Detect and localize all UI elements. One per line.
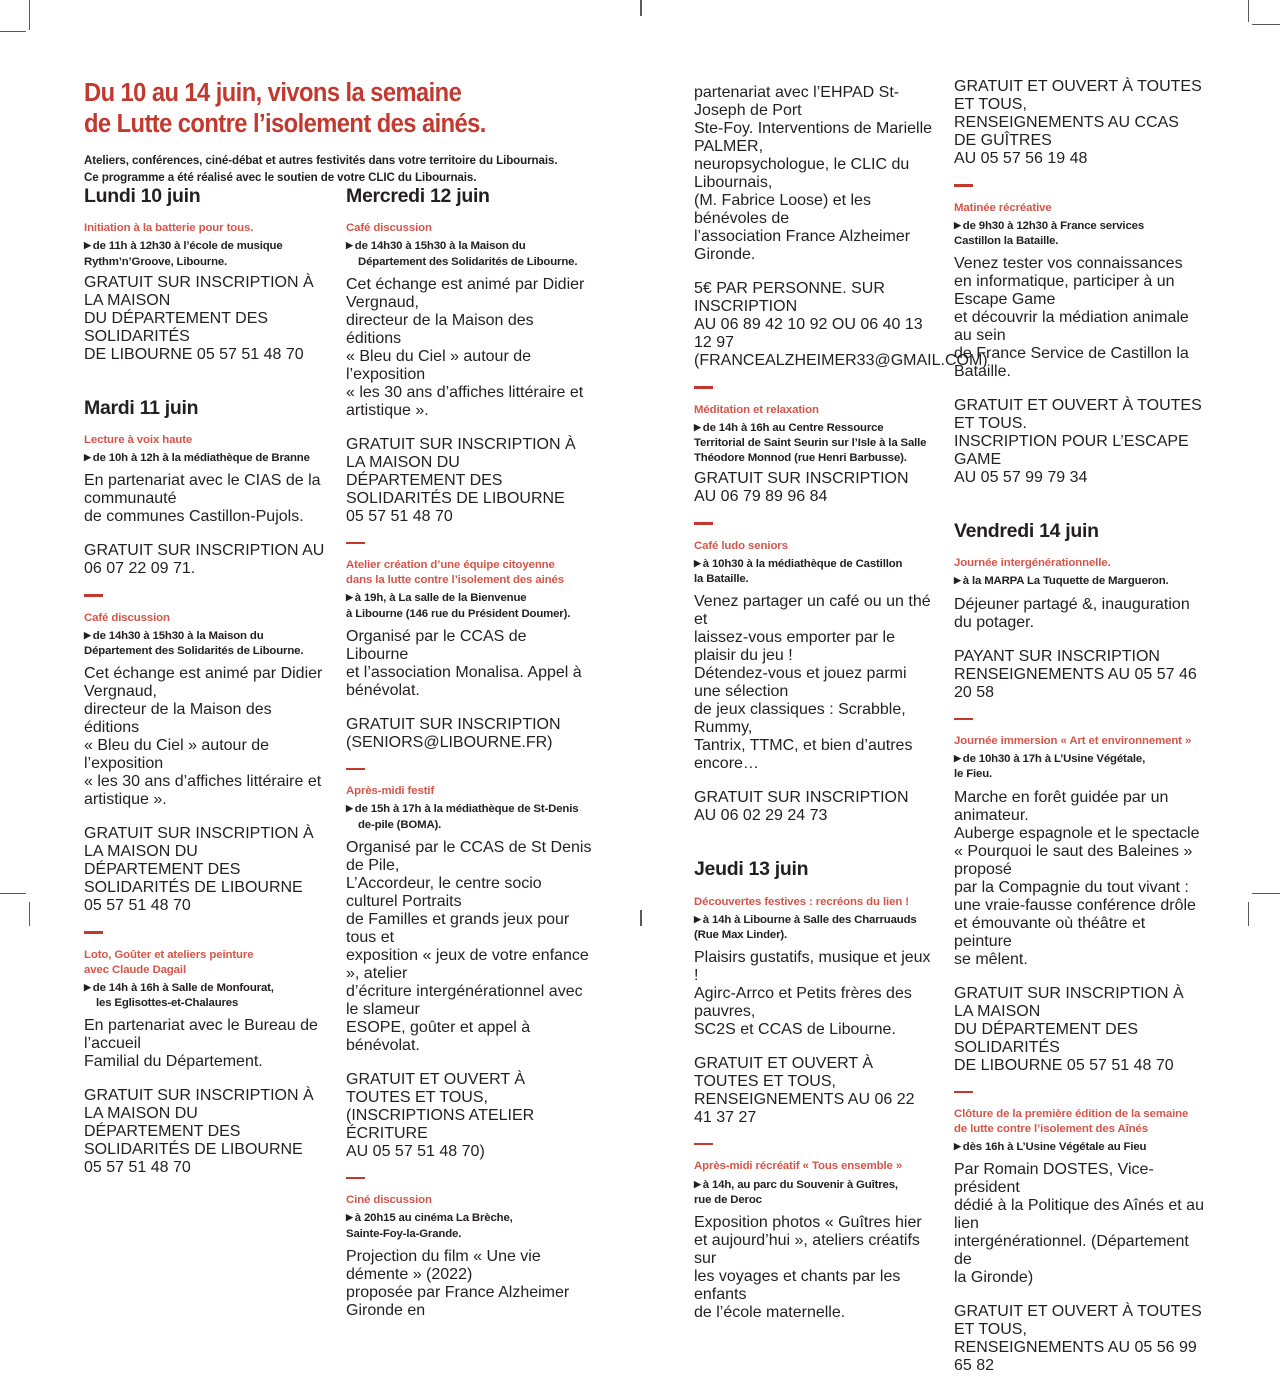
event-when-line-1: de 10h30 à 17h à L’Usine Végétale,	[962, 753, 1146, 766]
event-title-line-1: Clôture de la première édition de la semaine	[954, 1108, 1189, 1121]
event-desc-line-4: de l’école maternelle.	[694, 1303, 846, 1321]
event-when-line-1: de 14h à 16h à Salle de Monfourat,	[92, 982, 274, 995]
triangle-right-icon: ▶	[694, 913, 701, 924]
day-heading-lundi: Lundi 10 juin	[84, 185, 201, 207]
event-cine-discussion-continued	[694, 84, 988, 370]
event-apres-midi-recreatif-info	[954, 78, 1204, 168]
event-info-line-1: GRATUIT SUR INSCRIPTION À LA MAISON	[84, 273, 314, 309]
event-title: Café discussion	[84, 612, 170, 625]
event-desc-line-5: une vraie-fausse conférence drôle	[954, 896, 1196, 914]
event-desc-line-1: Exposition photos « Guîtres hier	[694, 1213, 922, 1231]
event-meditation-relaxation	[694, 403, 934, 507]
event-info-line-1: GRATUIT SUR INSCRIPTION À LA MAISON	[954, 984, 1184, 1020]
event-when	[346, 591, 592, 621]
event-info-line-1: GRATUIT ET OUVERT À TOUTES ET TOUS,	[954, 1303, 1202, 1339]
event-info-line-2: DU DÉPARTEMENT DES SOLIDARITÉS	[954, 1020, 1139, 1056]
event-info-line-3: AU 05 57 51 48 70)	[346, 1142, 485, 1160]
event-desc-line-1: Venez partager un café ou un thé et	[694, 593, 931, 629]
day-heading-mercredi: Mercredi 12 juin	[346, 185, 490, 207]
event-title	[954, 1107, 1204, 1137]
section-separator-rule	[84, 594, 103, 597]
event-when	[84, 981, 330, 1011]
event-desc-line-1: En partenariat avec le Bureau de l’accueil	[84, 1017, 318, 1053]
event-when-line-2: (Rue Max Linder).	[694, 928, 788, 941]
crop-mark-top-left-horizontal	[0, 31, 26, 32]
event-info-line-3: 05 57 51 48 70	[84, 897, 191, 915]
event-info-line-2: RENSEIGNEMENTS AU 05 56 99 65 82	[954, 1339, 1197, 1375]
event-when	[694, 557, 934, 587]
event-desc-line-1: Venez tester vos connaissances	[954, 254, 1183, 272]
triangle-right-icon: ▶	[694, 421, 701, 432]
event-when-line-1: de 15h à 17h à la médiathèque de St-Denis	[354, 803, 579, 816]
event-desc-line-3: et découvrir la médiation animale au sein	[954, 308, 1189, 344]
triangle-right-icon: ▶	[954, 1141, 961, 1152]
event-when	[346, 239, 592, 269]
event-when-line-2: le Fieu.	[954, 768, 993, 781]
event-when	[694, 421, 934, 466]
event-when-line-1: de 14h à 16h au Centre Ressource	[702, 421, 884, 434]
event-desc-line-2: directeur de la Maison des éditions	[84, 701, 272, 737]
event-when-line-2: rue de Deroc	[694, 1193, 762, 1206]
event-desc-line-1: Projection du film « Une vie démente » (2022)	[346, 1247, 541, 1283]
event-when	[84, 451, 330, 466]
event-when-line-2: Département des Solidarités de Libourne.	[84, 645, 304, 658]
event-desc-line-4: « les 30 ans d’affiches littéraire et artistique ».	[84, 773, 322, 809]
event-lecture-voix-haute	[84, 433, 330, 578]
event-desc-line-2: L’Accordeur, le centre socio culturel Portraits	[346, 874, 542, 910]
event-title: Ciné discussion	[346, 1194, 432, 1207]
event-info-line-1: PAYANT SUR INSCRIPTION	[954, 647, 1160, 665]
event-when-line-1: de 14h30 à 15h30 à la Maison du	[354, 240, 526, 253]
event-desc-line-6: et émouvante où théâtre et peinture	[954, 914, 1146, 950]
event-title: Après-midi récréatif « Tous ensemble »	[694, 1160, 903, 1173]
event-info-line-3: DE LIBOURNE 05 57 51 48 70	[954, 1056, 1174, 1074]
event-title: Après-midi festif	[346, 785, 435, 798]
event-title: Café ludo seniors	[694, 539, 788, 552]
event-desc-line-2: directeur de la Maison des éditions	[346, 311, 534, 347]
event-desc-line-2: Agirc-Arrco et Petits frères des pauvres,	[694, 984, 912, 1020]
event-cloture	[954, 1107, 1204, 1375]
event-loto-gouter-peinture	[84, 948, 330, 1177]
column-1	[84, 78, 330, 1193]
event-info-line-2: (SENIORS@LIBOURNE.FR)	[346, 733, 553, 751]
event-desc-line-3: « Bleu du Ciel » autour de l’exposition	[346, 347, 532, 383]
column-2	[346, 78, 592, 1336]
event-info-line-1: GRATUIT ET OUVERT À TOUTES ET TOUS.	[954, 396, 1202, 432]
event-info-line-2: RENSEIGNEMENTS AU 05 57 46 20 58	[954, 665, 1197, 701]
triangle-right-icon: ▶	[954, 219, 961, 230]
event-desc-line-3: de Familles et grands jeux pour tous et	[346, 910, 570, 946]
event-info-line-2: DU DÉPARTEMENT DES SOLIDARITÉS	[84, 309, 269, 345]
event-title: Initiation à la batterie pour tous.	[84, 222, 254, 235]
event-title: Café discussion	[346, 222, 432, 235]
event-info-line-2: RENSEIGNEMENTS AU CCAS DE GUÎTRES	[954, 114, 1179, 149]
crop-mark-bottom-left-vertical	[29, 902, 30, 926]
event-desc-line-4: de jeux classiques : Scrabble, Rummy,	[694, 701, 906, 737]
triangle-right-icon: ▶	[954, 753, 961, 764]
event-desc-line-1: Cet échange est animé par Didier Vergnaud,	[84, 665, 323, 701]
event-when-line-2: de-pile (BOMA).	[358, 818, 442, 831]
event-when-line-1: à 10h30 à la médiathèque de Castillon	[702, 557, 903, 570]
triangle-right-icon: ▶	[84, 240, 91, 251]
event-cine-discussion	[346, 1193, 592, 1319]
event-desc-line-1: Marche en forêt guidée par un animateur.	[954, 788, 1169, 824]
event-when-line-2: Castillon la Bataille.	[954, 234, 1059, 247]
event-cafe-discussion-mercredi	[346, 221, 592, 525]
section-separator-rule	[954, 1091, 973, 1094]
triangle-right-icon: ▶	[694, 1178, 701, 1189]
event-desc-line-2: proposée par France Alzheimer Gironde en	[346, 1283, 570, 1319]
event-title	[346, 558, 592, 588]
event-info-line-2: AU 06 79 89 96 84	[694, 488, 828, 506]
event-title	[84, 948, 330, 978]
crop-mark-bottom-left-horizontal	[0, 893, 26, 894]
triangle-right-icon: ▶	[84, 452, 91, 463]
event-desc-line-1: Cet échange est animé par Didier Vergnaud,	[346, 275, 585, 311]
event-when-line-1: à 14h, au parc du Souvenir à Guîtres,	[702, 1178, 898, 1191]
event-info-line-1: GRATUIT SUR INSCRIPTION AU 06 02 29 24 73	[694, 789, 909, 825]
event-title: Découvertes festives : recréons du lien !	[694, 895, 909, 908]
triangle-right-icon: ▶	[346, 803, 353, 814]
event-when-line-3: Théodore Monnod (rue Henri Barbusse).	[694, 451, 907, 464]
section-separator-rule	[694, 386, 713, 389]
event-journee-immersion	[954, 734, 1204, 1074]
event-when-line-2: Territorial de Saint Seurin sur l’Isle à la Salle	[694, 436, 927, 449]
crop-mark-bottom-right-vertical	[1248, 902, 1249, 926]
event-title: Journée intergénérationnelle.	[954, 557, 1111, 570]
event-decouvertes-festives	[694, 895, 934, 1127]
event-when-line-1: de 9h30 à 12h30 à France services	[962, 219, 1145, 232]
event-desc-line-2: et l’association Monalisa. Appel à bénévolat.	[346, 663, 582, 699]
event-when-line-2: à Libourne (146 rue du Président Doumer).	[346, 607, 571, 620]
crop-mark-top-right-vertical	[1248, 0, 1249, 22]
event-info-line-1: 5€ PAR PERSONNE. SUR INSCRIPTION	[694, 280, 885, 315]
intro-line-2: Ce programme a été réalisé avec le soutien de votre CLIC du Libournais.	[84, 170, 477, 184]
crop-mark-top-right-horizontal	[1252, 24, 1280, 25]
event-desc-line-2: dédié à la Politique des Aînés et au lien	[954, 1197, 1204, 1233]
section-separator-rule	[346, 542, 365, 545]
event-desc-line-4: la Gironde)	[954, 1269, 1034, 1287]
event-desc-line-3: « Bleu du Ciel » autour de l’exposition	[84, 737, 270, 773]
event-desc-line-3: « Pourquoi le saut des Baleines » proposé	[954, 842, 1193, 878]
event-title: Matinée récréative	[954, 201, 1052, 214]
event-when-line-1: à 20h15 au cinéma La Brèche,	[354, 1212, 513, 1225]
section-separator-rule	[954, 718, 973, 721]
event-desc-cont-line-1: partenariat avec l’EHPAD St-Joseph de Port	[694, 84, 900, 119]
crop-mark-top-center	[640, 0, 642, 16]
triangle-right-icon: ▶	[346, 1212, 353, 1223]
event-when	[346, 1211, 592, 1241]
event-desc-line-7: se mêlent.	[954, 950, 1028, 968]
event-title-line-2: avec Claude Dagail	[84, 964, 187, 977]
event-desc-line-1: Déjeuner partagé &, inauguration du potager.	[954, 595, 1190, 631]
event-desc-cont-line-2: Ste-Foy. Interventions de Marielle PALMER,	[694, 120, 933, 155]
event-when-line-1: de 11h à 12h30 à l’école de musique	[92, 240, 283, 253]
event-info-line-3: (FRANCEALZHEIMER33@GMAIL.COM)	[694, 352, 988, 369]
event-info-line-3: 05 57 51 48 70	[84, 1159, 191, 1177]
triangle-right-icon: ▶	[84, 982, 91, 993]
day-heading-jeudi: Jeudi 13 juin	[694, 858, 809, 881]
event-info-line-1: GRATUIT SUR INSCRIPTION AU 06 07 22 09 71.	[84, 542, 325, 578]
event-cafe-discussion-mardi	[84, 611, 330, 915]
event-desc-line-3: SC2S et CCAS de Libourne.	[694, 1020, 896, 1038]
event-cafe-ludo-seniors	[694, 539, 934, 825]
event-when-line-1: à 19h, à La salle de la Bienvenue	[354, 592, 527, 605]
event-info-line-1: GRATUIT ET OUVERT À TOUTES ET TOUS,	[346, 1070, 525, 1106]
event-when-line-2: Sainte-Foy-la-Grande.	[346, 1227, 462, 1240]
event-desc-line-4: exposition « jeux de votre enfance », atelier	[346, 946, 589, 982]
triangle-right-icon: ▶	[346, 592, 353, 603]
event-desc-line-2: et aujourd’hui », ateliers créatifs sur	[694, 1231, 920, 1267]
triangle-right-icon: ▶	[694, 557, 701, 568]
event-info-line-2: DÉPARTEMENT DES SOLIDARITÉS DE LIBOURNE	[346, 471, 565, 507]
event-desc-line-1: Par Romain DOSTES, Vice-président	[954, 1161, 1154, 1197]
event-desc-line-4: de France Service de Castillon la Bataille.	[954, 344, 1189, 380]
event-when-line-2: la Bataille.	[694, 572, 749, 585]
event-desc-line-4: « les 30 ans d’affiches littéraire et artistique ».	[346, 383, 584, 419]
event-info-line-2: (INSCRIPTIONS ATELIER ÉCRITURE	[346, 1106, 535, 1142]
event-desc-line-4: par la Compagnie du tout vivant :	[954, 878, 1189, 896]
triangle-right-icon: ▶	[346, 240, 353, 251]
event-info-line-1: GRATUIT SUR INSCRIPTION À LA MAISON DU	[84, 825, 314, 861]
section-separator-rule	[954, 184, 973, 187]
intro-line-1: Ateliers, conférences, ciné-débat et autres festivités dans votre territoire du Libournais.	[84, 154, 558, 168]
event-apres-midi-recreatif	[694, 1159, 934, 1321]
event-info-line-2: AU 06 89 42 10 92 OU 06 40 13 12 97	[694, 316, 923, 351]
event-info-line-1: GRATUIT ET OUVERT À TOUTES ET TOUS,	[954, 78, 1202, 113]
event-info-line-2: DÉPARTEMENT DES SOLIDARITÉS DE LIBOURNE	[84, 861, 303, 897]
event-when	[954, 574, 1204, 589]
crop-mark-bottom-right-horizontal	[1252, 893, 1280, 894]
event-desc-line-5: d’écriture intergénérationnel avec le slameur	[346, 982, 583, 1018]
event-desc-cont-line-3: neuropsychologue, le CLIC du Libournais,	[694, 156, 910, 191]
event-title-line-2: dans la lutte contre l’isolement des ainés	[346, 574, 564, 587]
event-when	[694, 1178, 934, 1208]
section-separator-rule	[346, 768, 365, 771]
program-page	[84, 78, 1214, 1375]
section-separator-rule	[346, 1177, 365, 1180]
event-when-line-2: les Eglisottes-et-Chalaures	[96, 997, 239, 1010]
event-when-line-1: dès 16h à L’Usine Végétale au Fieu	[962, 1141, 1147, 1154]
event-when-line-2: Département des Solidarités de Libourne.	[358, 255, 578, 268]
event-when	[346, 802, 592, 832]
event-matinee-recreative	[954, 201, 1204, 487]
triangle-right-icon: ▶	[954, 575, 961, 586]
event-desc-cont-line-4: (M. Fabrice Loose) et les bénévoles de	[694, 192, 871, 227]
event-when-line-1: de 10h à 12h à la médiathèque de Branne	[92, 452, 310, 465]
event-info-line-3: AU 05 57 99 79 34	[954, 468, 1088, 486]
event-desc-line-1: Organisé par le CCAS de Libourne	[346, 627, 527, 663]
crop-mark-top-left-vertical	[29, 0, 30, 30]
event-title: Journée immersion « Art et environnement »	[954, 735, 1192, 748]
event-info-line-2: RENSEIGNEMENTS AU 06 22 41 37 27	[694, 1090, 915, 1126]
event-when-line-2: Rythm’n’Groove, Libourne.	[84, 255, 228, 268]
event-desc-line-3: Détendez-vous et jouez parmi une sélection	[694, 665, 907, 701]
event-desc-line-1: En partenariat avec le CIAS de la communauté	[84, 472, 321, 508]
event-apres-midi-festif	[346, 784, 592, 1160]
event-title: Lecture à voix haute	[84, 434, 193, 447]
section-separator-rule	[84, 931, 103, 934]
event-title-line-2: de lutte contre l’isolement des Aînés	[954, 1123, 1148, 1136]
crop-mark-bottom-center	[640, 910, 642, 926]
event-info-line-1: GRATUIT SUR INSCRIPTION À LA MAISON DU	[84, 1087, 314, 1123]
event-info-line-1: GRATUIT ET OUVERT À TOUTES ET TOUS,	[694, 1054, 873, 1090]
event-when-line-1: de 14h30 à 15h30 à la Maison du	[92, 630, 264, 643]
event-when-line-1: à la MARPA La Tuquette de Margueron.	[962, 575, 1169, 588]
event-when	[84, 629, 330, 659]
day-heading-vendredi: Vendredi 14 juin	[954, 519, 1099, 542]
section-separator-rule	[694, 1143, 713, 1146]
event-desc-cont-line-5: l’association France Alzheimer Gironde.	[694, 228, 911, 263]
event-desc-line-2: Auberge espagnole et le spectacle	[954, 824, 1200, 842]
event-desc-line-1: Organisé par le CCAS de St Denis de Pile,	[346, 838, 592, 874]
event-info-line-1: GRATUIT SUR INSCRIPTION À LA MAISON DU	[346, 435, 576, 471]
event-when	[954, 219, 1204, 249]
event-desc-line-1: Plaisirs gustatifs, musique et jeux !	[694, 948, 931, 984]
column-4	[954, 78, 1204, 1391]
triangle-right-icon: ▶	[84, 630, 91, 641]
event-info-line-1: GRATUIT SUR INSCRIPTION	[346, 715, 561, 733]
event-desc-line-3: intergénérationnel. (Département de	[954, 1233, 1189, 1269]
event-when	[954, 752, 1204, 782]
event-info-line-3: AU 05 57 56 19 48	[954, 150, 1088, 167]
event-initiation-batterie	[84, 221, 330, 363]
event-when-line-1: à 14h à Libourne à Salle des Charruauds	[702, 913, 917, 926]
event-desc-line-2: laissez-vous emporter par le plaisir du jeu !	[694, 629, 895, 665]
event-desc-line-2: Familial du Département.	[84, 1053, 263, 1071]
event-title-line-1: Loto, Goûter et ateliers peinture	[84, 948, 254, 961]
page-title-line-2: de Lutte contre l’isolement des ainés.	[84, 110, 486, 139]
event-atelier-equipe-citoyenne	[346, 558, 592, 751]
event-when	[954, 1140, 1204, 1155]
event-desc-line-5: Tantrix, TTMC, et bien d’autres encore…	[694, 737, 913, 773]
event-when	[84, 239, 330, 269]
section-separator-rule	[694, 522, 713, 525]
day-heading-mardi: Mardi 11 juin	[84, 396, 199, 419]
event-info-line-2: INSCRIPTION POUR L’ESCAPE GAME	[954, 432, 1189, 468]
event-desc-line-2: en informatique, participer à un Escape Game	[954, 272, 1175, 308]
event-desc-line-2: de communes Castillon-Pujols.	[84, 508, 304, 526]
event-desc-line-3: les voyages et chants par les enfants	[694, 1267, 901, 1303]
event-info-line-2: DÉPARTEMENT DES SOLIDARITÉS DE LIBOURNE	[84, 1123, 303, 1159]
event-info-line-3: 05 57 51 48 70	[346, 507, 453, 525]
event-title: Méditation et relaxation	[694, 403, 819, 416]
event-journee-intergenerationnelle	[954, 556, 1204, 701]
event-title-line-1: Atelier création d’une équipe citoyenne	[346, 559, 555, 572]
event-desc-line-6: ESOPE, goûter et appel à bénévolat.	[346, 1018, 531, 1054]
event-when	[694, 913, 934, 943]
page-title-line-1: Du 10 au 14 juin, vivons la semaine	[84, 79, 462, 107]
event-info-line-3: DE LIBOURNE 05 57 51 48 70	[84, 345, 304, 363]
event-info-line-1: GRATUIT SUR INSCRIPTION	[694, 470, 909, 488]
